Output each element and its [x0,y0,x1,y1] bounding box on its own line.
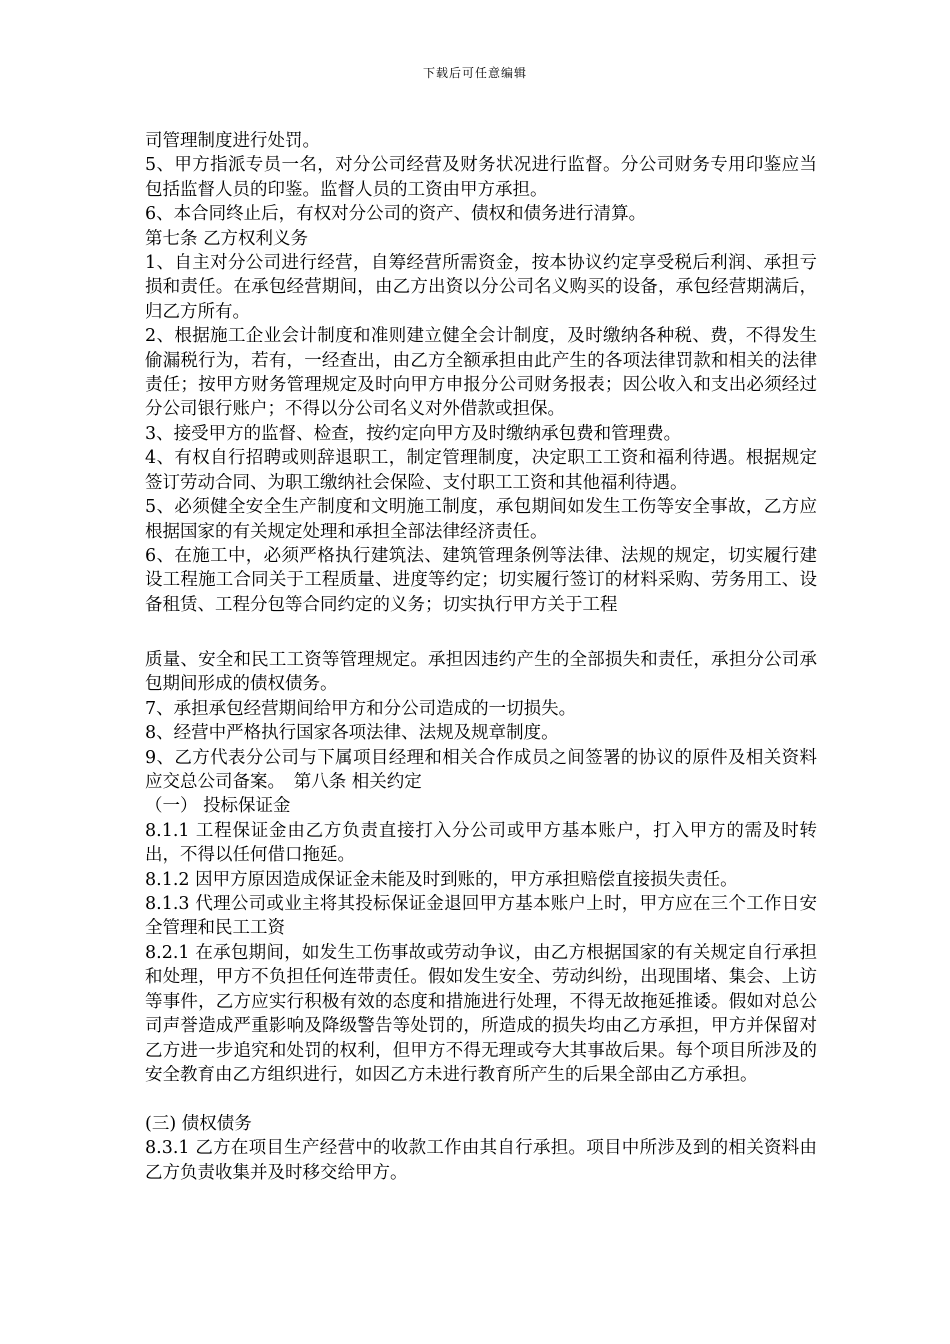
paragraph: 3、接受甲方的监督、检查，按约定向甲方及时缴纳承包费和管理费。 [145,423,682,444]
paragraph: 8、经营中严格执行国家各项法律、法规及规章制度。 [145,723,559,744]
paragraph: 8.1.1 工程保证金由乙方负责直接打入分公司或甲方基本账户，打入甲方的需及时转出，不得以任何借口拖延。 [145,820,817,866]
paragraph: 8.1.3 代理公司或业主将其投标保证金退回甲方基本账户上时，甲方应在三个工作日安全管理和民工工资 [145,894,817,939]
paragraph: 8.2.1 在承包期间，如发生工伤事故或劳动争议，由乙方根据国家的有关规定自行承担和处理，甲方不负担任何连带责任。假如发生安全、劳动纠纷，出现围堵、集会、上访等事件，乙方应实行积极有效的态度和措施进行处理，不得无故拖延推诿。假如对总公司声誉造成严重影响及降级警告等处罚的，所造成的损失均由乙方承担，甲方并保留对乙方进一步追究和处罚的权利，但甲方不得无理或夸大其事故后果。每个项目所涉及的安全教育由乙方组织进行，如因乙方未进行教育所产生的后果全部由乙方承担。 [145,942,817,1085]
paragraph: 6、本合同终止后，有权对分公司的资产、债权和债务进行清算。 [145,204,647,225]
paragraph: 质量、安全和民工工资等管理规定。承担因违约产生的全部损失和责任，承担分公司承包期间形成的债权债务。 [145,650,817,695]
paragraph: 司管理制度进行处罚。 [145,131,320,151]
paragraph: 1、自主对分公司进行经营，自筹经营所需资金，按本协议约定享受税后利润、承担亏损和责任。在承包经营期间，由乙方出资以分公司名义购买的设备，承包经营期满后，归乙方所有。 [145,253,817,322]
text-block-top [145,129,817,617]
section-heading-article-7: 第七条 乙方权利义务 [145,228,309,249]
text-block-bottom [145,648,817,1185]
subheading-bid-deposit: （一） 投标保证金 [145,796,291,817]
paragraph: 7、承担承包经营期间给甲方和分公司造成的一切损失。 [145,698,577,719]
paragraph: 9、乙方代表分公司与下属项目经理和相关合作成员之间签署的协议的原件及相关资料应交总公司备案。 第八条 相关约定 [145,747,817,793]
paragraph: 8.3.1 乙方在项目生产经营中的收款工作由其自行承担。项目中所涉及到的相关资料由乙方负责收集并及时移交给甲方。 [145,1138,817,1183]
blank-line [145,1087,817,1111]
paragraph: 4、有权自行招聘或则辞退职工，制定管理制度，决定职工工资和福利待遇。根据规定签订劳动合同、为职工缴纳社会保险、支付职工工资和其他福利待遇。 [145,448,817,493]
paragraph: 6、在施工中，必须严格执行建筑法、建筑管理条例等法律、法规的规定，切实履行建设工程施工合同关于工程质量、进度等约定；切实履行签订的材料采购、劳务用工、设备租赁、工程分包等合同约定的义务；切实执行甲方关于工程 [145,545,817,615]
paragraph: 5、必须健全安全生产制度和文明施工制度，承包期间如发生工伤等安全事故，乙方应根据国家的有关规定处理和承担全部法律经济责任。 [145,497,817,542]
paragraph: 2、根据施工企业会计制度和准则建立健全会计制度，及时缴纳各种税、费，不得发生偷漏税行为，若有，一经查出，由乙方全额承担由此产生的各项法律罚款和相关的法律责任；按甲方财务管理规定及时向甲方申报分公司财务报表；因公收入和支出必须经过分公司银行账户；不得以分公司名义对外借款或担保。 [145,326,817,420]
paragraph: 5、甲方指派专员一名，对分公司经营及财务状况进行监督。分公司财务专用印鉴应当包括监督人员的印鉴。监督人员的工资由甲方承担。 [145,155,817,200]
paragraph: 8.1.2 因甲方原因造成保证金未能及时到账的，甲方承担赔偿直接损失责任。 [145,869,738,890]
page-header: 下载后可任意编辑 [422,66,527,80]
subheading-claims-debts: (三) 债权债务 [145,1113,252,1134]
